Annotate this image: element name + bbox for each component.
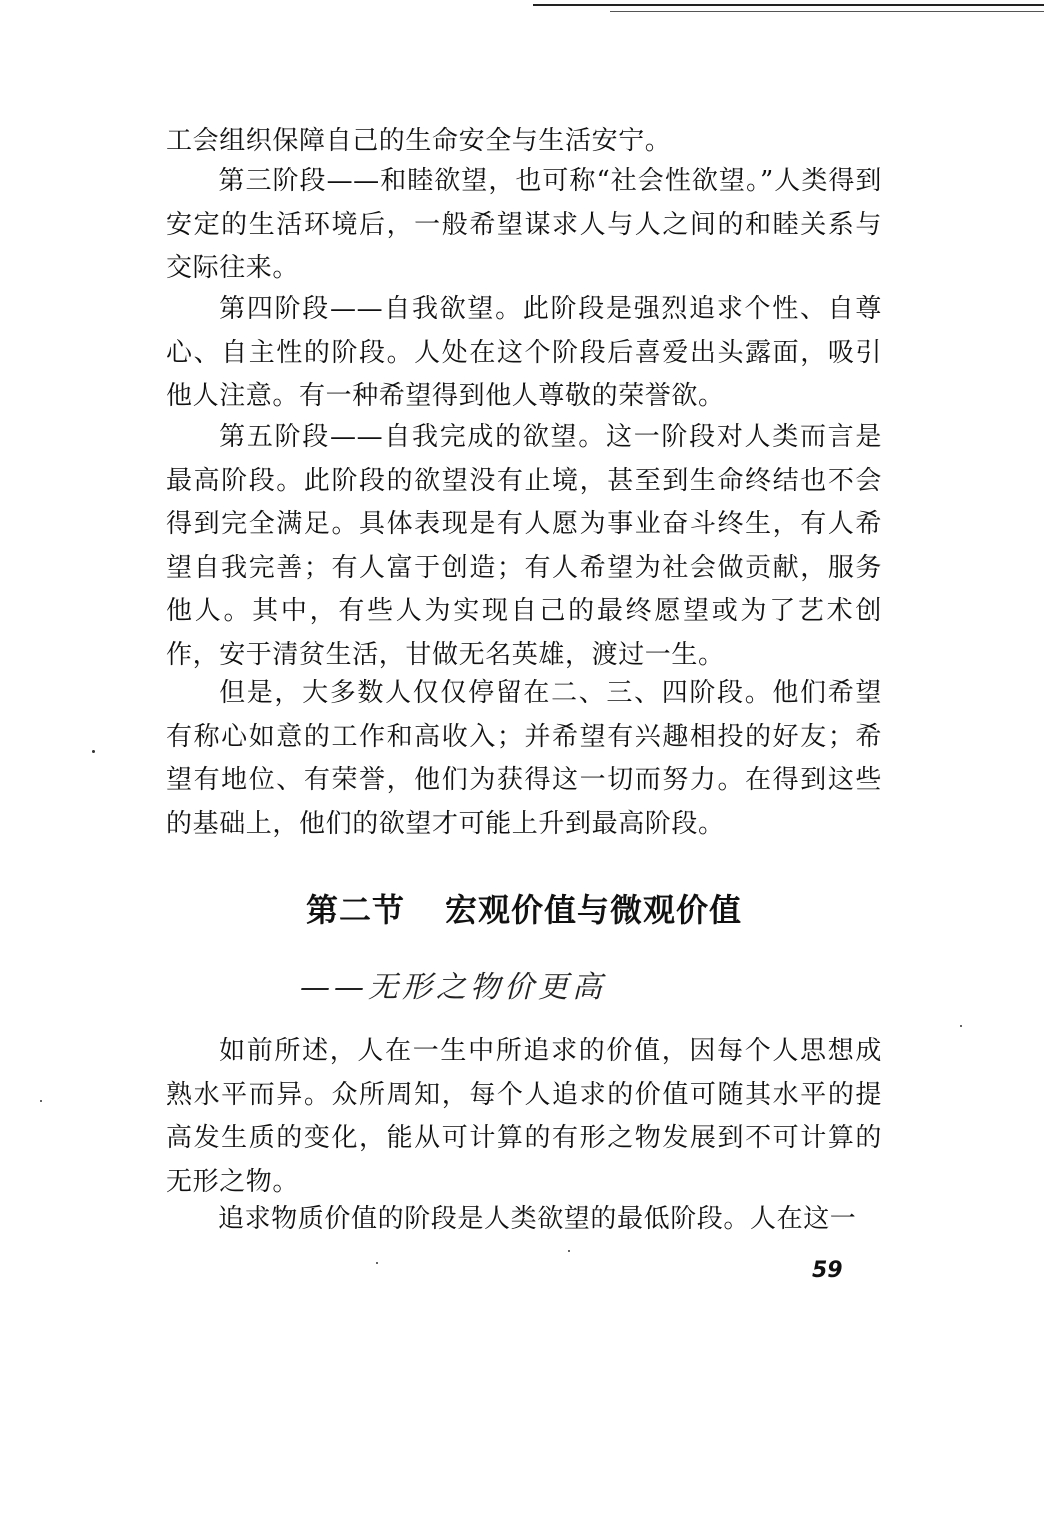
top-rule (533, 4, 1044, 6)
paragraph-stage-five: 第五阶段——自我完成的欲望。这一阶段对人类而言是最高阶段。此阶段的欲望没有止境，甚至到生命终结也不会得到完全满足。具体表现是有人愿为事业奋斗终生，有人希望自我完善；有人富于创造；有人希望为社会做贡献，服务他人。其中，有些人为实现自己的最终愿望或为了艺术创作，安于清贫生活，甘做无名英雄，渡过一生。 (166, 422, 882, 670)
paragraph-as-mentioned: 如前所述，人在一生中所追求的价值，因每个人思想成熟水平而异。众所周知，每个人追求的价值可随其水平的提高发生质的变化，能从可计算的有形之物发展到不可计算的无形之物。 (166, 1036, 882, 1197)
scan-speck (92, 750, 95, 753)
scan-speck (40, 1100, 42, 1102)
page-number: 59 (812, 1258, 843, 1283)
scan-speck (960, 1025, 962, 1027)
paragraph-material-value: 追求物质价值的阶段是人类欲望的最低阶段。人在这一 (218, 1204, 857, 1234)
paragraph-majority: 但是，大多数人仅仅停留在二、三、四阶段。他们希望有称心如意的工作和高收入；并希望有兴趣相投的好友；希望有地位、有荣誉，他们为获得这一切而努力。在得到这些的基础上，他们的欲望才可能上升到最高阶段。 (166, 678, 882, 839)
paragraph-stage-three: 第三阶段——和睦欲望，也可称“社会性欲望。”人类得到安定的生活环境后，一般希望谋求人与人之间的和睦关系与交际往来。 (166, 166, 882, 283)
top-rule-secondary (610, 11, 1044, 12)
scan-speck (376, 1262, 378, 1264)
paragraph-stage-four: 第四阶段——自我欲望。此阶段是强烈追求个性、自尊心、自主性的阶段。人处在这个阶段后喜爱出头露面，吸引他人注意。有一种希望得到他人尊敬的荣誉欲。 (166, 294, 882, 411)
scan-speck (568, 1250, 570, 1252)
section-number: 第二节 (305, 891, 405, 929)
paragraph-continuation: 工会组织保障自己的生命安全与生活安宁。 (166, 126, 672, 156)
section-heading (166, 885, 882, 931)
section-title: 宏观价值与微观价值 (445, 891, 743, 929)
section-subtitle: ——无形之物价更高 (300, 970, 606, 1005)
